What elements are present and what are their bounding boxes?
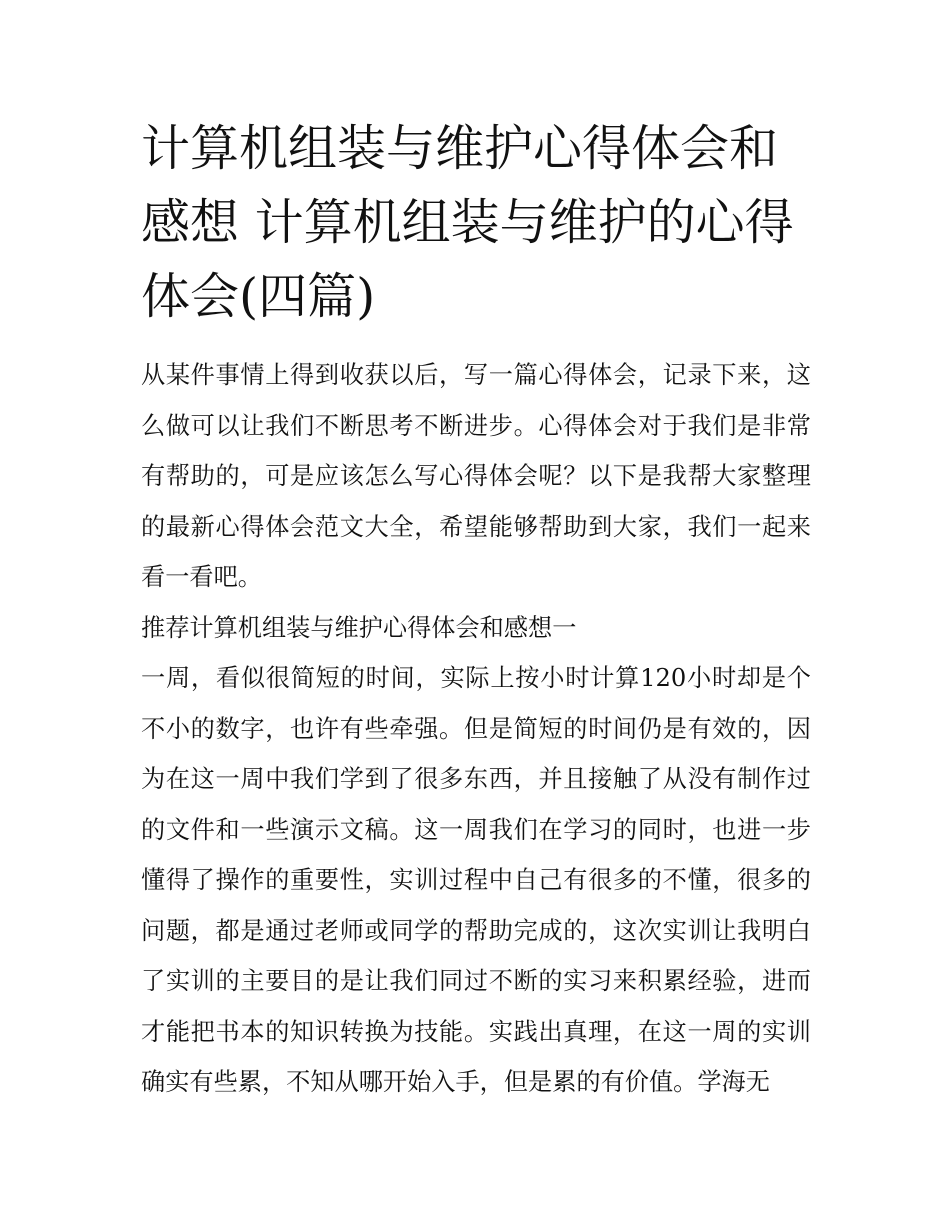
section-heading: 推荐计算机组装与维护心得体会和感想一 (141, 613, 577, 642)
document-content (141, 112, 811, 1108)
document-title: 计算机组装与维护心得体会和感想 计算机组装与维护的心得体会(四篇) (141, 120, 794, 325)
intro-paragraph: 从某件事情上得到收获以后，写一篇心得体会，记录下来，这么做可以让我们不断思考不断进步。心得体会对于我们是非常有帮助的，可是应该怎么写心得体会呢？以下是我帮大家整理的最新心得体会范文大全，希望能够帮助到大家，我们一起来看一看吧。 (141, 361, 811, 591)
body-paragraph: 一周，看似很简短的时间，实际上按小时计算120小时却是个不小的数字，也许有些牵强。但是简短的时间仍是有效的，因为在这一周中我们学到了很多东西，并且接触了从没有制作过的文件和一些演示文稿。这一周我们在学习的同时，也进一步懂得了操作的重要性，实训过程中自己有很多的不懂，很多的问题，都是通过老师或同学的帮助完成的，这次实训让我明白了实训的主要目的是让我们同过不断的实习来积累经验，进而才能把书本的知识转换为技能。实践出真理，在这一周的实训确实有些累，不知从哪开始入手，但是累的有价值。学海无 (141, 664, 811, 1096)
